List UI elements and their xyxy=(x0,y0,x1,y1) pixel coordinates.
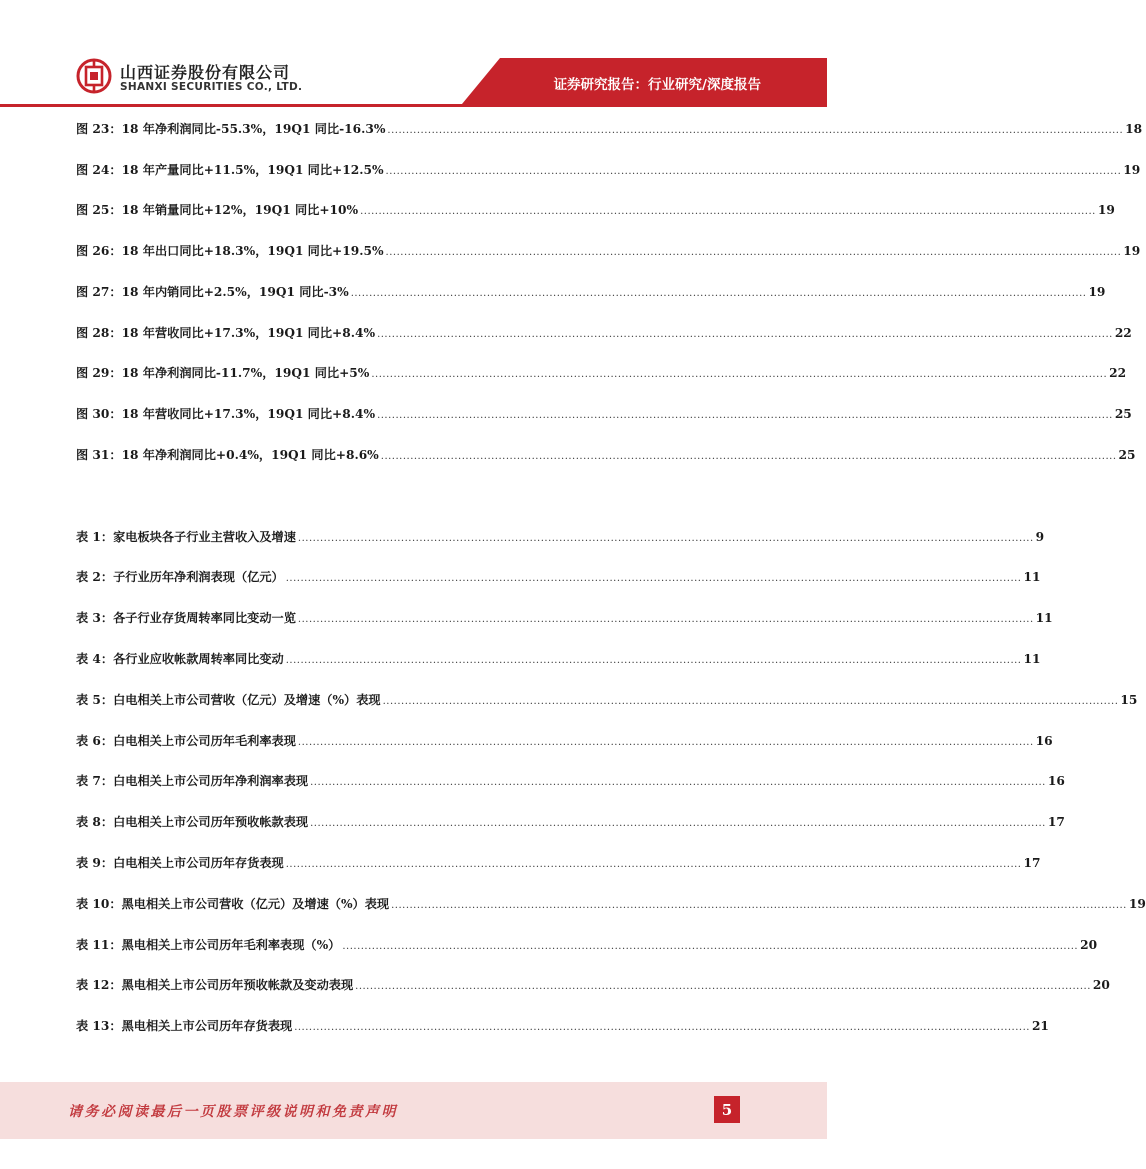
toc-leader-dots: ........................................................................................................................................................................................................ xyxy=(285,655,1022,666)
toc-entry-page: 11 xyxy=(1023,652,1041,666)
toc-table-entry[interactable] xyxy=(76,650,1041,670)
toc-leader-dots: ........................................................................................................................................................................................................ xyxy=(297,737,1034,748)
toc-entry-label: 图 25：18 年销量同比+12%，19Q1 同比+10% xyxy=(76,203,359,217)
toc-entry-label: 表 6：白电相关上市公司历年毛利率表现 xyxy=(76,734,296,748)
toc-leader-dots: ........................................................................................................................................................................................................ xyxy=(350,288,1087,299)
toc-leader-dots: ........................................................................................................................................................................................................ xyxy=(382,696,1119,707)
toc-figure-entry[interactable] xyxy=(76,405,1132,425)
toc-table-entry[interactable] xyxy=(76,854,1041,874)
header-red-band xyxy=(0,0,827,110)
toc-entry-label: 图 26：18 年出口同比+18.3%，19Q1 同比+19.5% xyxy=(76,244,384,258)
page-number: 5 xyxy=(714,1096,740,1123)
toc-entry-label: 表 2：子行业历年净利润表现（亿元） xyxy=(76,570,284,584)
toc-figure-entry[interactable] xyxy=(76,364,1127,384)
toc-entry-page: 20 xyxy=(1080,938,1098,952)
toc-entry-page: 21 xyxy=(1031,1019,1049,1033)
toc-entry-page: 25 xyxy=(1118,448,1136,462)
toc-leader-dots: ........................................................................................................................................................................................................ xyxy=(294,1022,1030,1033)
toc-table-entry[interactable] xyxy=(76,732,1053,752)
toc-table-entry[interactable] xyxy=(76,1017,1049,1037)
toc-entry-page: 19 xyxy=(1097,203,1115,217)
toc-entry-label: 表 12：黑电相关上市公司历年预收帐款及变动表现 xyxy=(76,978,354,992)
toc-table-entry[interactable] xyxy=(76,691,1138,711)
toc-entry-page: 17 xyxy=(1047,815,1065,829)
toc-entry-label: 表 7：白电相关上市公司历年净利润率表现 xyxy=(76,774,309,788)
company-name-cn: 山西证券股份有限公司 xyxy=(120,63,291,82)
toc-figure-entry[interactable] xyxy=(76,120,1143,140)
toc-table-entry[interactable] xyxy=(76,772,1065,792)
toc-entry-label: 表 5：白电相关上市公司营收（亿元）及增速（%）表现 xyxy=(76,693,381,707)
company-name-en: SHANXI SECURITIES CO., LTD. xyxy=(120,81,303,93)
toc-leader-dots: ........................................................................................................................................................................................................ xyxy=(297,533,1034,544)
toc-entry-label: 表 11：黑电相关上市公司历年毛利率表现（%） xyxy=(76,938,341,952)
toc-entry-label: 表 3：各子行业存货周转率同比变动一览 xyxy=(76,611,296,625)
toc-figure-entry[interactable] xyxy=(76,242,1141,262)
toc-figure-entry[interactable] xyxy=(76,161,1141,181)
toc-figure-entry[interactable] xyxy=(76,201,1115,221)
toc-leader-dots: ........................................................................................................................................................................................................ xyxy=(385,247,1122,258)
toc-leader-dots: ........................................................................................................................................................................................................ xyxy=(371,369,1108,380)
toc-entry-page: 17 xyxy=(1023,856,1041,870)
toc-entry-page: 19 xyxy=(1123,163,1141,177)
toc-entry-page: 9 xyxy=(1035,530,1045,544)
toc-entry-label: 图 27：18 年内销同比+2.5%，19Q1 同比-3% xyxy=(76,285,349,299)
page-header xyxy=(0,0,827,110)
toc-leader-dots: ........................................................................................................................................................................................................ xyxy=(377,329,1113,340)
toc-leader-dots: ........................................................................................................................................................................................................ xyxy=(377,410,1113,421)
toc-table-entry[interactable] xyxy=(76,936,1098,956)
toc-entry-page: 19 xyxy=(1123,244,1141,258)
toc-entry-page: 16 xyxy=(1047,774,1065,788)
toc-entry-label: 图 29：18 年净利润同比-11.7%，19Q1 同比+5% xyxy=(76,366,370,380)
report-type-title: 证券研究报告：行业研究/深度报告 xyxy=(553,77,761,93)
toc-figure-entry[interactable] xyxy=(76,324,1132,344)
toc-entry-label: 表 1：家电板块各子行业主营收入及增速 xyxy=(76,530,296,544)
toc-entry-page: 15 xyxy=(1120,693,1138,707)
toc-entry-page: 19 xyxy=(1128,897,1146,911)
toc-leader-dots: ........................................................................................................................................................................................................ xyxy=(360,206,1096,217)
toc-leader-dots: ........................................................................................................................................................................................................ xyxy=(385,166,1122,177)
toc-entry-label: 图 28：18 年营收同比+17.3%，19Q1 同比+8.4% xyxy=(76,326,376,340)
toc-table-entry[interactable] xyxy=(76,568,1041,588)
toc-table-entry[interactable] xyxy=(76,895,1146,915)
toc-entry-page: 11 xyxy=(1023,570,1041,584)
toc-figure-entry[interactable] xyxy=(76,446,1136,466)
toc-leader-dots: ........................................................................................................................................................................................................ xyxy=(342,941,1079,952)
toc-leader-dots: ........................................................................................................................................................................................................ xyxy=(380,451,1117,462)
toc-leader-dots: ........................................................................................................................................................................................................ xyxy=(285,859,1022,870)
toc-entry-page: 22 xyxy=(1114,326,1132,340)
toc-entry-page: 20 xyxy=(1092,978,1110,992)
company-logo-icon xyxy=(76,58,112,94)
toc-leader-dots: ........................................................................................................................................................................................................ xyxy=(391,900,1127,911)
toc-table-entry[interactable] xyxy=(76,976,1110,996)
toc-entry-page: 18 xyxy=(1125,122,1143,136)
toc-entry-page: 16 xyxy=(1035,734,1053,748)
toc-entry-page: 25 xyxy=(1114,407,1132,421)
toc-entry-label: 表 10：黑电相关上市公司营收（亿元）及增速（%）表现 xyxy=(76,897,390,911)
toc-leader-dots: ........................................................................................................................................................................................................ xyxy=(285,573,1022,584)
toc-figure-entry[interactable] xyxy=(76,283,1106,303)
toc-entry-label: 图 23：18 年净利润同比-55.3%，19Q1 同比-16.3% xyxy=(76,122,386,136)
toc-leader-dots: ........................................................................................................................................................................................................ xyxy=(310,818,1046,829)
toc-table-entry[interactable] xyxy=(76,813,1065,833)
toc-table-entry[interactable] xyxy=(76,528,1045,548)
toc-leader-dots: ........................................................................................................................................................................................................ xyxy=(297,614,1034,625)
toc-entry-label: 图 30：18 年营收同比+17.3%，19Q1 同比+8.4% xyxy=(76,407,376,421)
toc-entry-page: 19 xyxy=(1088,285,1106,299)
toc-entry-label: 表 13：黑电相关上市公司历年存货表现 xyxy=(76,1019,293,1033)
toc-entry-page: 22 xyxy=(1109,366,1127,380)
toc-entry-label: 图 31：18 年净利润同比+0.4%，19Q1 同比+8.6% xyxy=(76,448,379,462)
footer-disclaimer: 请务必阅读最后一页股票评级说明和免责声明 xyxy=(68,1104,398,1120)
toc-leader-dots: ........................................................................................................................................................................................................ xyxy=(355,981,1091,992)
toc-leader-dots: ........................................................................................................................................................................................................ xyxy=(387,125,1124,136)
toc-entry-label: 图 24：18 年产量同比+11.5%，19Q1 同比+12.5% xyxy=(76,163,384,177)
toc-entry-page: 11 xyxy=(1035,611,1053,625)
toc-leader-dots: ........................................................................................................................................................................................................ xyxy=(310,777,1046,788)
toc-entry-label: 表 4：各行业应收帐款周转率同比变动 xyxy=(76,652,284,666)
toc-table-entry[interactable] xyxy=(76,609,1053,629)
toc-entry-label: 表 8：白电相关上市公司历年预收帐款表现 xyxy=(76,815,309,829)
toc-entry-label: 表 9：白电相关上市公司历年存货表现 xyxy=(76,856,284,870)
